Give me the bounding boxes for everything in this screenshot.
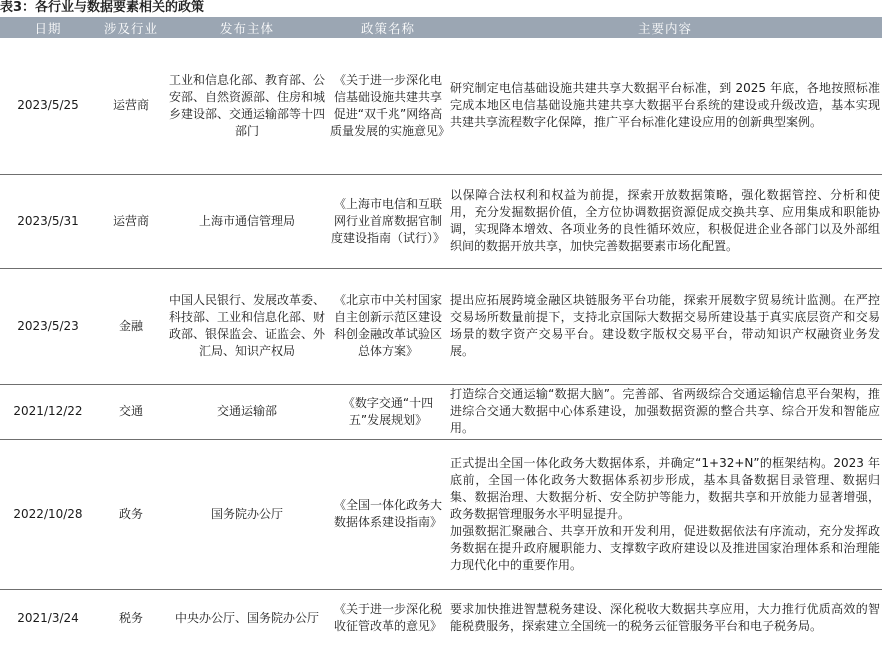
header-main-content: 主要内容 (448, 17, 882, 38)
cell-industry: 政务 (96, 439, 166, 589)
header-row (0, 17, 882, 38)
cell-date: 2022/10/28 (0, 439, 96, 589)
cell-industry: 税务 (118, 610, 143, 625)
cell-date: 2023/5/31 (0, 174, 96, 268)
cell-main-content (448, 38, 882, 174)
content-paragraph: 正式提出全国一体化政务大数据体系，并确定“1+32+N”的框架结构。2023 年底前，全国一体化政务大数据体系初步形成，基本具备数据目录管理、数据归集、数据治理、大数据分析、安全防护等能力，数据共享和开放能力显著增强，政务数据管理服务水平明显提升。 (450, 455, 880, 521)
content-paragraph: 要求加快推进智慧税务建设、深化税收大数据共享应用，大力推行优质高效的智能税费服务，探索建立全国统一的税务云征管服务平台和电子税务局。 (450, 602, 880, 634)
policy-table (0, 17, 882, 647)
table-row (0, 174, 882, 268)
table-title: 表3：各行业与数据要素相关的政策 (0, 0, 205, 15)
cell-publisher: 工业和信息化部、教育部、公安部、自然资源部、住房和城乡建设部、交通运输部等十四部门 (166, 38, 328, 174)
content-paragraph: 提出应拓展跨境金融区块链服务平台功能，探索开展数字贸易统计监测。在严控交易场所数量前提下，支持北京国际大数据交易所建设基于真实底层资产和交易场景的数字资产交易平台。建设数字版权交易平台，带动知识产权融资业务发展。 (450, 293, 880, 358)
cell-policy-name: 《关于进一步深化税收征管改革的意见》 (333, 602, 442, 634)
cell-policy-name: 《关于进一步深化电信基础设施共建共享促进“双千兆”网络高质量发展的实施意见》 (328, 38, 448, 174)
cell-policy-name: 《北京市中关村国家自主创新示范区建设科创金融改革试验区总体方案》 (328, 268, 448, 384)
table-row (0, 439, 882, 589)
table-row (0, 268, 882, 384)
content-paragraph: 加强数据汇聚融合、共享开放和开发利用，促进数据依法有序流动，充分发挥政务数据在提升政府履职能力、支撑数字政府建设以及推进国家治理体系和治理能力现代化中的重要作用。 (450, 523, 880, 572)
header-date: 日期 (0, 17, 96, 38)
cell-publisher: 中国人民银行、发展改革委、科技部、工业和信息化部、财政部、银保监会、证监会、外汇局、知识产权局 (166, 268, 328, 384)
cell-publisher: 中央办公厅、国务院办公厅 (174, 610, 319, 625)
header-publisher: 发布主体 (166, 17, 328, 38)
cell-industry: 运营商 (96, 38, 166, 174)
cell-publisher: 国务院办公厅 (166, 439, 328, 589)
cell-publisher: 交通运输部 (166, 384, 328, 439)
cell-main-content (448, 589, 882, 647)
cell-industry: 交通 (96, 384, 166, 439)
cell-date: 2021/12/22 (0, 384, 96, 439)
cell-main-content (448, 174, 882, 268)
cell-main-content (448, 439, 882, 589)
table-row (0, 38, 882, 174)
table-row (0, 384, 882, 439)
header-policy-name: 政策名称 (328, 17, 448, 38)
cell-publisher: 上海市通信管理局 (166, 174, 328, 268)
cell-policy-name: 《数字交通“十四五”发展规划》 (328, 384, 448, 439)
content-paragraph: 研究制定电信基础设施共建共享大数据平台标准，到 2025 年底，各地按照标准完成本地区电信基础设施共建共享大数据平台系统的建设或升级改造，基本实现共建共享流程数字化保障，推广平台标准化建设应用的创新典型案例。 (450, 81, 880, 130)
content-paragraph: 以保障合法权利和权益为前提，探索开放数据策略，强化数据管控、分析和使用，充分发掘数据价值，全方位协调数据资源促成交换共享、应用集成和职能协调，实现降本增效、各项业务的良性循环效应，积极促进企业各部门以及外部组织间的数据开放共享，加快完善数据要素市场化配置。 (450, 188, 880, 253)
cell-main-content (448, 268, 882, 384)
cell-date: 2021/3/24 (17, 610, 79, 625)
cell-policy-name: 《上海市电信和互联网行业首席数据官制度建设指南（试行）》 (328, 174, 448, 268)
cell-main-content (448, 384, 882, 439)
content-paragraph: 打造综合交通运输“数据大脑”。完善部、省两级综合交通运输信息平台架构，推进综合交通大数据中心体系建设，加强数据资源的整合共享、综合开发和智能应用。 (450, 387, 880, 435)
table-row (0, 589, 882, 647)
cell-date: 2023/5/25 (0, 38, 96, 174)
cell-industry: 运营商 (96, 174, 166, 268)
cell-date: 2023/5/23 (0, 268, 96, 384)
cell-policy-name: 《全国一体化政务大数据体系建设指南》 (328, 439, 448, 589)
cell-industry: 金融 (96, 268, 166, 384)
header-industry: 涉及行业 (96, 17, 166, 38)
